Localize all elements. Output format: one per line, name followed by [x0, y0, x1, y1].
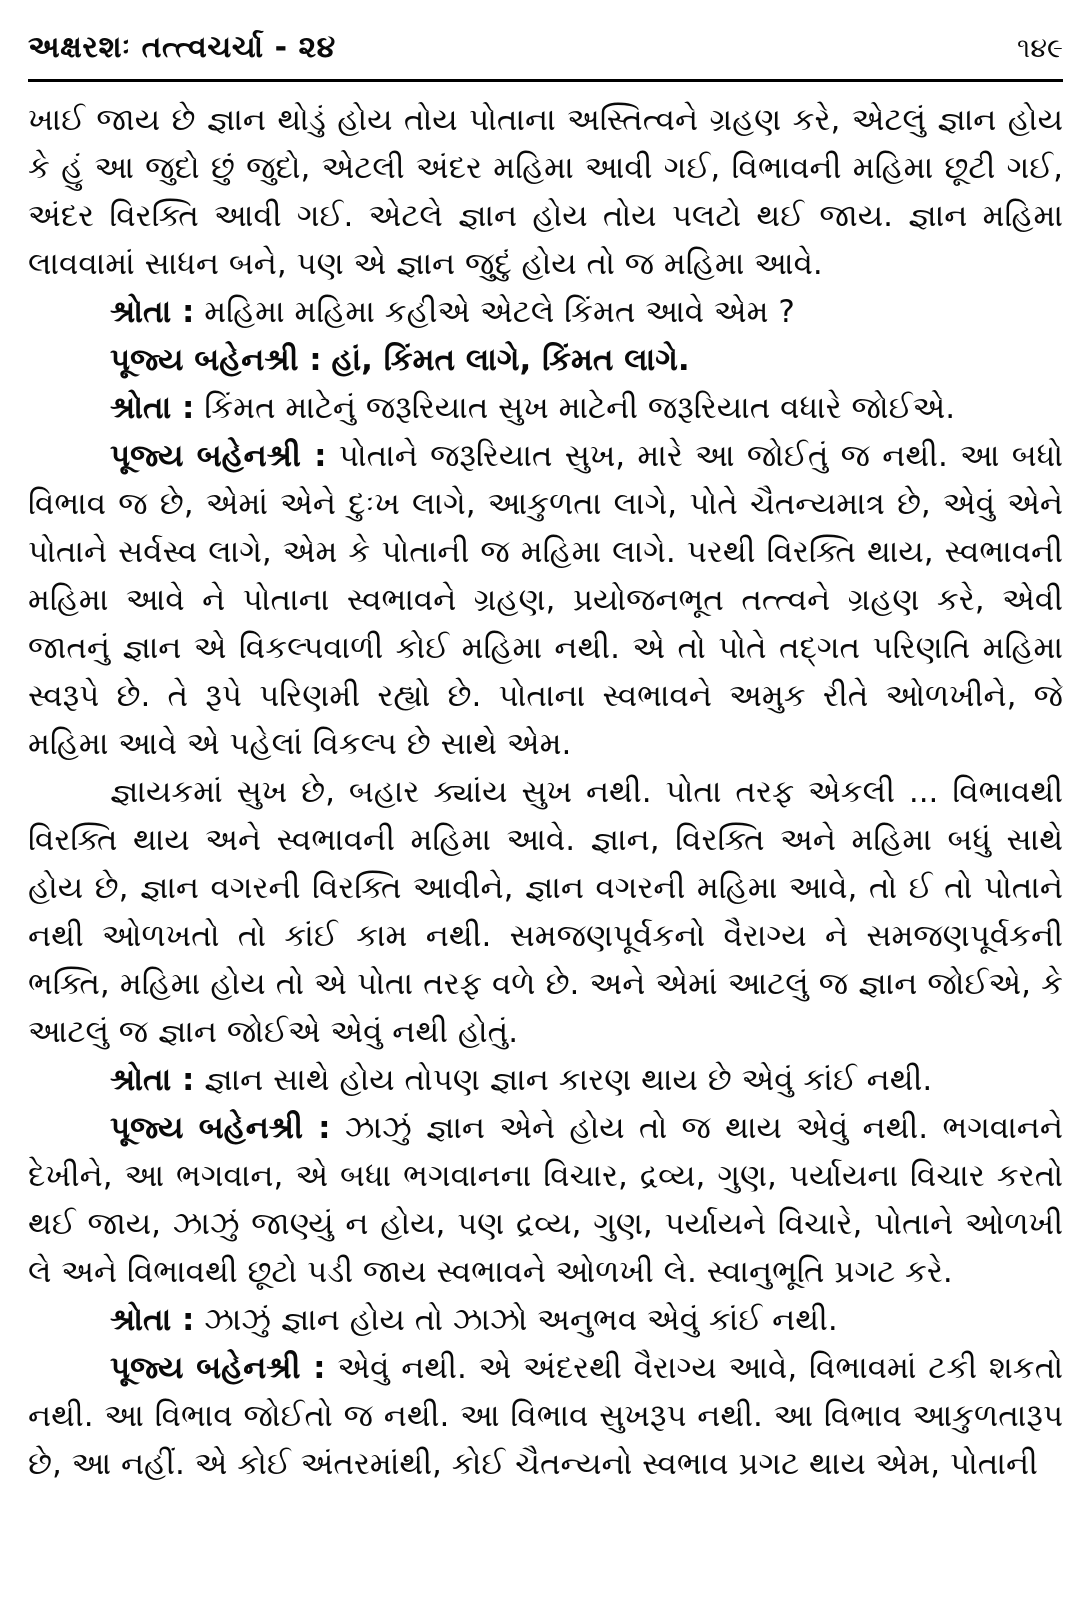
speaker-label: શ્રોતા :: [110, 1062, 195, 1098]
speaker-label: શ્રોતા :: [110, 294, 195, 330]
speaker-label: શ્રોતા :: [110, 1302, 195, 1338]
paragraph-text: ખાઈ જાય છે જ્ઞાન થોડું હોય તોય પોતાના અસ્તિત્વને ગ્રહણ કરે, એટલું જ્ઞાન હોય કે હું આ જુદો છું જુદો, એટલી અંદર મહિમા આવી ગઈ, વિભાવની મહિમા છૂટી ગઈ, અંદર વિરક્તિ આવી ગઈ. એટલે જ્ઞાન હોય તોય પલટો થઈ જાય. જ્ઞાન મહિમા લાવવામાં સાધન બને, પણ એ જ્ઞાન જુદું હોય તો જ મહિમા આવે.: [28, 102, 1063, 282]
dialogue-text: હાં, કિંમત લાગે, કિંમત લાગે.: [331, 342, 690, 378]
dialogue-text: કિંમત માટેનું જરૂરિયાત સુખ માટેની જરૂરિયાત વધારે જોઈએ.: [204, 390, 956, 426]
paragraph: [28, 768, 1063, 1056]
speaker-label: શ્રોતા :: [110, 390, 195, 426]
dialogue-paragraph: [28, 1056, 1063, 1104]
speaker-label: પૂજ્ય બહેનશ્રી :: [110, 1110, 331, 1146]
dialogue-paragraph: [28, 336, 1063, 384]
dialogue-text: મહિમા મહિમા કહીએ એટલે કિંમત આવે એમ ?: [204, 294, 795, 330]
dialogue-text: જ્ઞાન સાથે હોય તોપણ જ્ઞાન કારણ થાય છે એવું કાંઈ નથી.: [204, 1062, 933, 1098]
dialogue-paragraph: [28, 384, 1063, 432]
dialogue-paragraph: [28, 1344, 1063, 1488]
dialogue-text: એવું નથી. એ અંદરથી વૈરાગ્ય આવે, વિભાવમાં ટકી શકતો નથી. આ વિભાવ જોઈતો જ નથી. આ વિભાવ સુખરૂપ નથી. આ વિભાવ આકુળતારૂપ છે, આ નહીં. એ કોઈ અંતરમાંથી, કોઈ ચૈતન્યનો સ્વભાવ પ્રગટ થાય એમ, પોતાની: [28, 1350, 1063, 1482]
dialogue-paragraph: [28, 1296, 1063, 1344]
dialogue-paragraph: [28, 432, 1063, 768]
chapter-title: અક્ષરશઃ તત્ત્વચર્ચા - ૨૪: [28, 30, 336, 65]
dialogue-paragraph: [28, 1104, 1063, 1296]
dialogue-text: ઝાઝું જ્ઞાન હોય તો ઝાઝો અનુભવ એવું કાંઈ નથી.: [204, 1302, 838, 1338]
paragraph-text: જ્ઞાયકમાં સુખ છે, બહાર ક્યાંય સુખ નથી. પોતા તરફ એકલી ... વિભાવથી વિરક્તિ થાય અને સ્વભાવની મહિમા આવે. જ્ઞાન, વિરક્તિ અને મહિમા બધું સાથે હોય છે, જ્ઞાન વગરની વિરક્તિ આવીને, જ્ઞાન વગરની મહિમા આવે, તો ઈ તો પોતાને નથી ઓળખતો તો કાંઈ કામ નથી. સમજણપૂર્વકનો વૈરાગ્ય ને સમજણપૂર્વકની ભક્તિ, મહિમા હોય તો એ પોતા તરફ વળે છે. અને એમાં આટલું જ જ્ઞાન જોઈએ, કે આટલું જ જ્ઞાન જોઈએ એવું નથી હોતું.: [28, 774, 1063, 1050]
page-header: [28, 30, 1063, 82]
dialogue-paragraph: [28, 288, 1063, 336]
dialogue-text: ઝાઝું જ્ઞાન એને હોય તો જ થાય એવું નથી. ભગવાનને દેખીને, આ ભગવાન, એ બધા ભગવાનના વિચાર, દ્રવ્ય, ગુણ, પર્યાયના વિચાર કરતો થઈ જાય, ઝાઝું જાણ્યું ન હોય, પણ દ્રવ્ય, ગુણ, પર્યાયને વિચારે, પોતાને ઓળખી લે અને વિભાવથી છૂટો પડી જાય સ્વભાવને ઓળખી લે. સ્વાનુભૂતિ પ્રગટ કરે.: [28, 1110, 1063, 1290]
speaker-label: પૂજ્ય બહેનશ્રી :: [110, 1350, 326, 1386]
speaker-label: પૂજ્ય બહેનશ્રી :: [110, 342, 322, 378]
page-number: ૧૪૯: [1017, 33, 1063, 64]
page-body: [28, 96, 1063, 1488]
speaker-label: પૂજ્ય બહેનશ્રી :: [110, 438, 327, 474]
paragraph: [28, 96, 1063, 288]
dialogue-text: પોતાને જરૂરિયાત સુખ, મારે આ જોઈતું જ નથી. આ બધો વિભાવ જ છે, એમાં એને દુઃખ લાગે, આકુળતા લાગે, પોતે ચૈતન્યમાત્ર છે, એવું એને પોતાને સર્વસ્વ લાગે, એમ કે પોતાની જ મહિમા લાગે. પરથી વિરક્તિ થાય, સ્વભાવની મહિમા આવે ને પોતાના સ્વભાવને ગ્રહણ, પ્રયોજનભૂત તત્ત્વને ગ્રહણ કરે, એવી જાતનું જ્ઞાન એ વિકલ્પવાળી કોઈ મહિમા નથી. એ તો પોતે તદ્ગત પરિણતિ મહિમા સ્વરૂપે છે. તે રૂપે પરિણમી રહ્યો છે. પોતાના સ્વભાવને અમુક રીતે ઓળખીને, જે મહિમા આવે એ પહેલાં વિકલ્પ છે સાથે એમ.: [28, 438, 1063, 762]
